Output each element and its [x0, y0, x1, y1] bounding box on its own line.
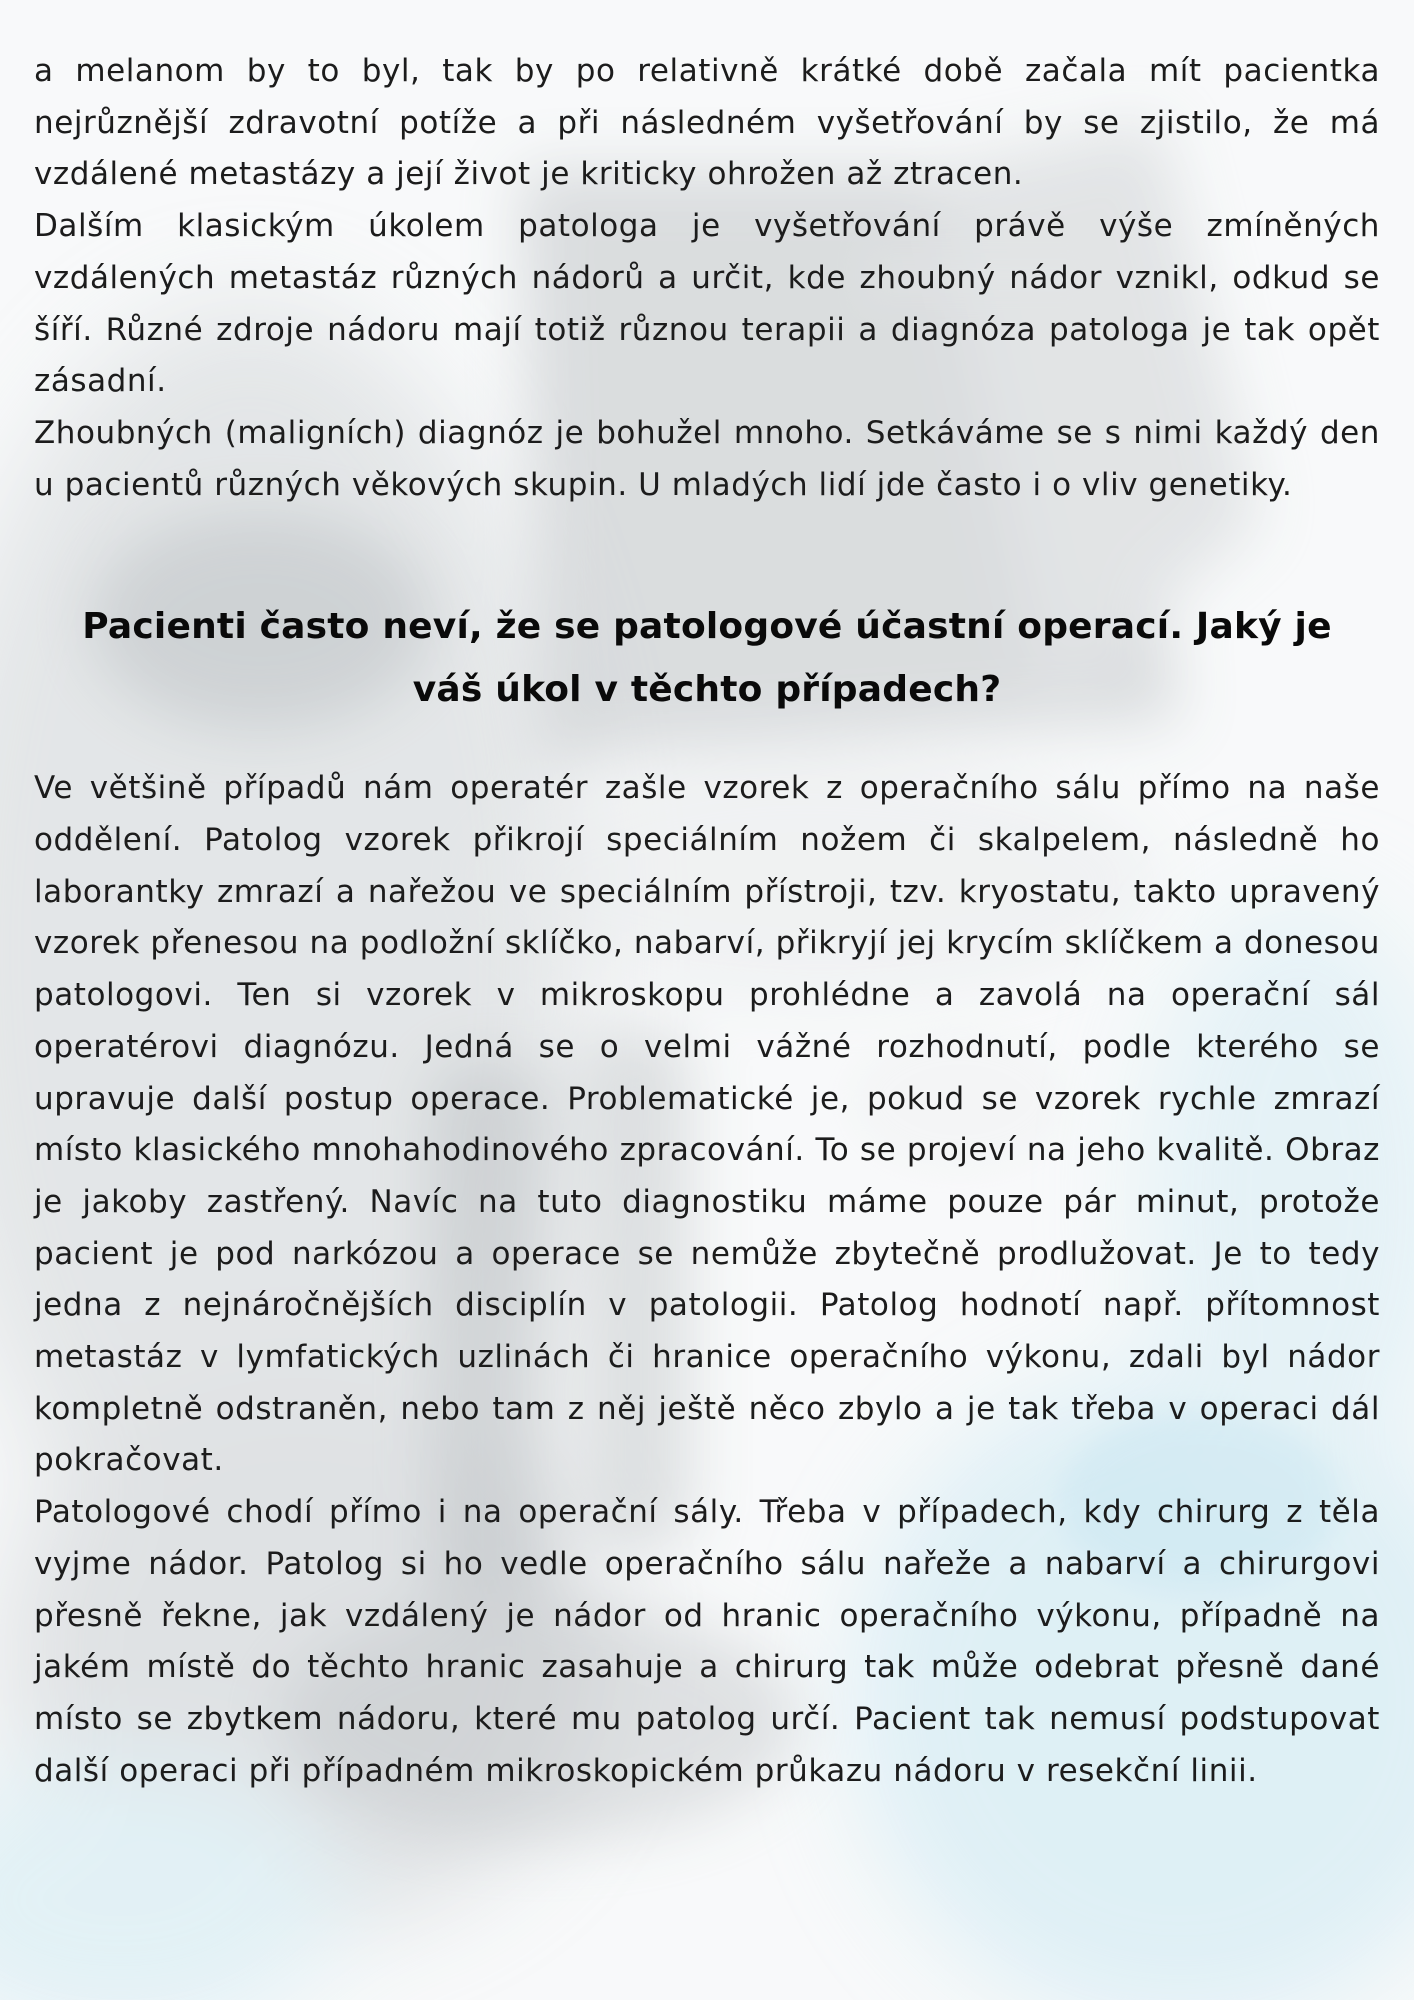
paragraph-metastases: Dalším klasickým úkolem patologa je vyšetřování právě výše zmíněných vzdálených metastáz různých nádorů a určit, kde zhoubný nádor vznikl, odkud se šíří. Různé zdroje nádoru mají totiž různou terapii a diagnóza patologa je tak opět zásadní.	[34, 208, 1380, 400]
article-body	[34, 46, 1380, 1797]
paragraph-operating-room: Patologové chodí přímo i na operační sály. Třeba v případech, kdy chirurg z těla vyjme nádor. Patolog si ho vedle operačního sálu nařeže a nabarví a chirurgovi přesně řekne, jak vzdálený je nádor od hranic operačního výkonu, případně na jakém místě do těchto hranic zasahuje a chirurg tak může odebrat přesně dané místo se zbytkem nádoru, které mu patolog určí. Pacient tak nemusí podstupovat další operaci při případném mikroskopickém průkazu nádoru v resekční linii.	[34, 1494, 1380, 1789]
paragraph-frozen-section: Ve většině případů nám operatér zašle vzorek z operačního sálu přímo na naše oddělení. Patolog vzorek přikrojí speciálním nožem či skalpelem, následně ho laborantky zmrazí a nařežou ve speciálním přístroji, tzv. kryostatu, takto upravený vzorek přenesou na podložní sklíčko, nabarví, přikryjí jej krycím sklíčkem a donesou patologovi. Ten si vzorek v mikroskopu prohlédne a zavolá na operační sál operatérovi diagnózu. Jedná se o velmi vážné rozhodnutí, podle kterého se upravuje další postup operace. Problematické je, pokud se vzorek rychle zmrazí místo klasického mnohahodinového zpracování. To se projeví na jeho kvalitě. Obraz je jakoby zastřený. Navíc na tuto diagnostiku máme pouze pár minut, protože pacient je pod narkózou a operace se nemůže zbytečně prodlužovat. Je to tedy jedna z nejnáročnějších disciplín v patologii. Patolog hodnotí např. přítomnost metastáz v lymfatických uzlinách či hranice operačního výkonu, zdali byl nádor kompletně odstraněn, nebo tam z něj ještě něco zbylo a je tak třeba v operaci dál pokračovat.	[34, 770, 1380, 1479]
section-heading: Pacienti často neví, že se patologové účastní operací. Jaký je váš úkol v těchto případech?	[82, 606, 1332, 711]
paragraph-melanoma-continuation: a melanom by to byl, tak by po relativně krátké době začala mít pacientka nejrůznější zdravotní potíže a při následném vyšetřování by se zjistilo, že má vzdálené metastázy a její život je kriticky ohrožen až ztracen.	[34, 53, 1380, 193]
paragraph-malignant-diagnoses: Zhoubných (maligních) diagnóz je bohužel mnoho. Setkáváme se s nimi každý den u pacientů různých věkových skupin. U mladých lidí jde často i o vliv genetiky.	[34, 414, 1380, 503]
